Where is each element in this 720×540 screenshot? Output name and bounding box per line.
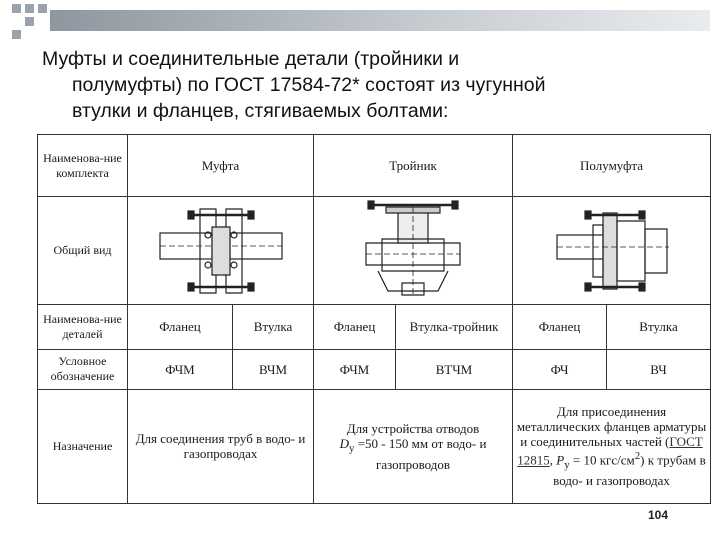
nominal-diameter-subscript: y	[349, 442, 355, 455]
row-header-general-view: Общий вид	[38, 197, 128, 305]
nominal-pressure-symbol: P	[556, 452, 565, 468]
decor-square	[25, 4, 34, 13]
title-bar	[50, 10, 710, 31]
table-row	[38, 135, 711, 197]
part-name: Втулка	[607, 305, 711, 349]
tee-drawing-cell	[314, 197, 513, 305]
part-name: Фланец	[513, 305, 607, 349]
heading-line: втулки и фланцев, стягиваемых болтами:	[72, 100, 449, 122]
header-decoration	[0, 0, 720, 40]
part-name: Втулка	[233, 305, 314, 349]
purpose-tee	[314, 389, 513, 503]
table-row	[38, 349, 711, 389]
heading-line: Муфты и соединительные детали (тройники и	[42, 48, 460, 70]
purpose-half-text: ,	[549, 452, 557, 468]
half-coupling-drawing	[547, 199, 677, 303]
slide-heading	[42, 46, 692, 124]
nominal-diameter-symbol: D	[339, 436, 350, 452]
row-header-designation: Условное обозначение	[38, 349, 128, 389]
coupling-drawing-cell	[128, 197, 314, 305]
part-name: Фланец	[128, 305, 233, 349]
fittings-table	[37, 134, 711, 504]
table-row	[38, 305, 711, 349]
half-coupling-drawing-cell	[513, 197, 711, 305]
page-number: 104	[648, 508, 669, 522]
row-header-part-name: Наименова-ние деталей	[38, 305, 128, 349]
purpose-half-text: ) к трубам в водо- и газопроводах	[553, 452, 706, 489]
table-row	[38, 389, 711, 503]
designation: ВТЧМ	[396, 349, 513, 389]
set-name-tee: Тройник	[314, 135, 513, 197]
nominal-pressure-subscript: y	[564, 459, 570, 472]
part-name: Фланец	[314, 305, 396, 349]
coupling-drawing	[156, 199, 286, 303]
decor-square	[12, 30, 21, 39]
purpose-half-text: Для присоединения металлических фланцев арматуры и соединительных частей (	[516, 404, 707, 450]
table-row	[38, 197, 711, 305]
row-header-purpose: Назначение	[38, 389, 128, 503]
designation: ФЧМ	[128, 349, 233, 389]
purpose-tee-text: =50 - 150 мм от водо- и газопроводов	[354, 436, 487, 472]
purpose-tee-text: Для устройства отводов	[346, 421, 480, 437]
designation: ВЧ	[607, 349, 711, 389]
unit-exponent: 2	[634, 450, 641, 463]
designation: ВЧМ	[233, 349, 314, 389]
designation: ФЧМ	[314, 349, 396, 389]
part-name: Втулка-тройник	[396, 305, 513, 349]
decor-square	[12, 4, 21, 13]
set-name-coupling: Муфта	[128, 135, 314, 197]
set-name-half-coupling: Полумуфта	[513, 135, 711, 197]
purpose-coupling: Для соединения труб в водо- и газопроводах	[128, 389, 314, 503]
decor-square	[38, 4, 47, 13]
purpose-half-text: = 10 кгс/см	[569, 452, 635, 468]
purpose-half-coupling	[513, 389, 711, 503]
heading-line: полумуфты) по ГОСТ 17584-72* состоят из чугунной	[72, 74, 546, 96]
tee-drawing	[348, 199, 478, 303]
gost-12815-link[interactable]: ГОСТ 12815	[517, 434, 703, 468]
designation: ФЧ	[513, 349, 607, 389]
decor-square	[25, 17, 34, 26]
row-header-set-name: Наименова-ние комплекта	[38, 135, 128, 197]
